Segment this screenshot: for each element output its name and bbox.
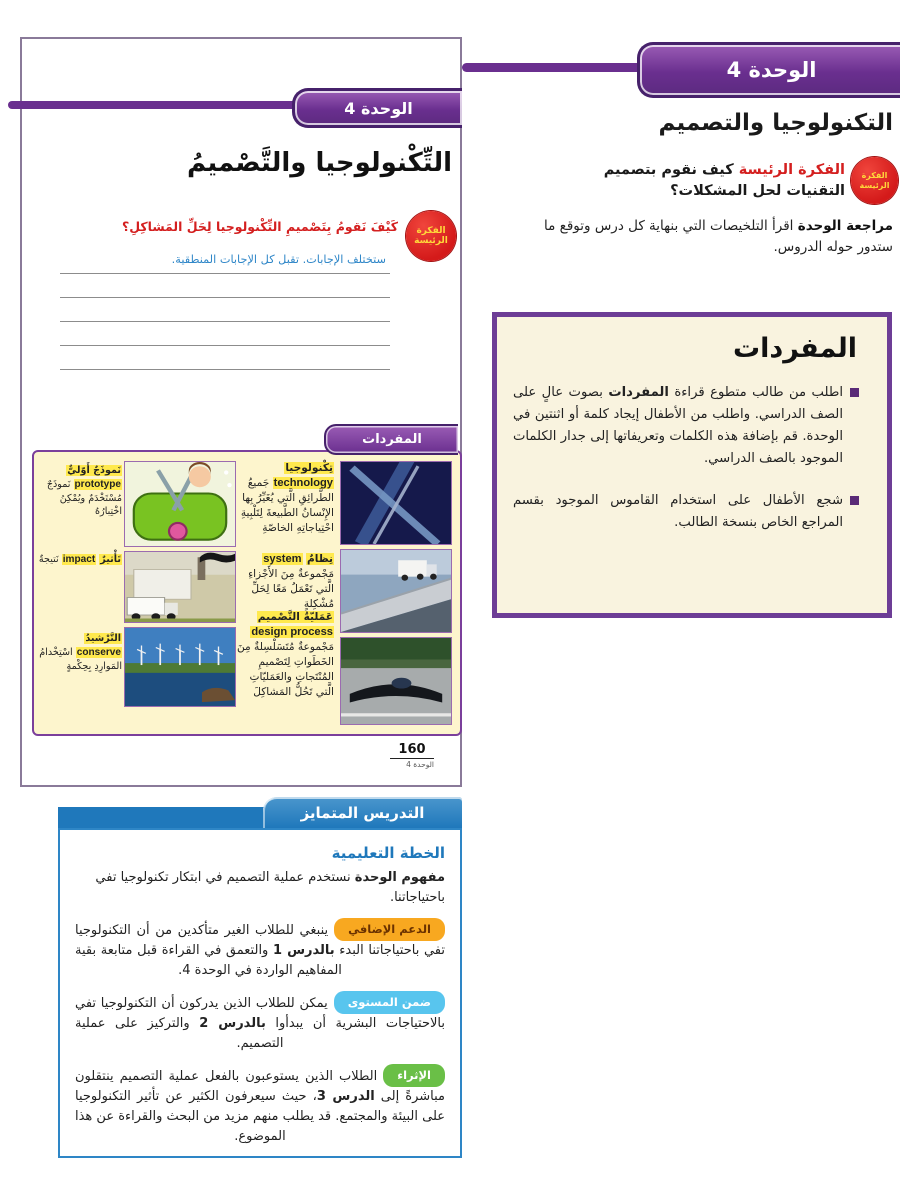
vocab-entry-technology: [232, 461, 334, 536]
diff-instruction-tab: [263, 797, 462, 828]
solar-car-photo: [340, 637, 452, 725]
vocab-entry-impact: [38, 553, 122, 567]
vocabulary-note-box: [492, 312, 892, 618]
term-english: technology: [273, 477, 333, 489]
vocab-panel-tab: [324, 424, 458, 455]
student-unit-banner: [292, 88, 462, 128]
term-definition: اسْتِخْدامُ المَوارِدِ بِحِكْمةٍ: [39, 646, 122, 672]
term-arabic: تِكْنولوجيا: [285, 462, 333, 474]
answer-line: [60, 369, 390, 370]
bullet-1-bold: المفردات: [608, 385, 669, 400]
term-english: conserve: [76, 646, 121, 658]
vocabulary-bullet-2: [513, 490, 859, 534]
strategy-text: يمكن للطلاب الذين يدركون أن التكنولوجيا تفي بالاحتياجات البشرية أن يبدأوا: [75, 996, 446, 1031]
highway-photo: [340, 549, 452, 633]
strategy-text: ، حيث سيعرفون الكثير عن تأثير التكنولوجيا على البيئة والمجتمع. قد يطلب منهم مزيد من البحث والقراءة عن هذا الموضوع.: [75, 1089, 445, 1144]
unit-review-lead: مراجعة الوحدة: [797, 218, 893, 234]
unit-banner-label: الوحدة 4: [726, 58, 817, 82]
unit-concept-text: نستخدم عملية التصميم في ابتكار تكنولوجيا تفي باحتياجاتنا.: [95, 870, 445, 905]
term-arabic: تَأْثيرٌ: [100, 554, 121, 565]
strategy-text: ينبغي للطلاب الغير متأكدين من أن التكنولوجيا تفي باحتياجاتنا البدء: [75, 923, 445, 958]
term-arabic: نِظامٌ: [306, 553, 333, 565]
vocab-panel: [32, 450, 462, 736]
bullet-2-text: شجع الأطفال على استخدام القاموس الموجود بقسم المراجع الخاص بنسخة الطالب.: [513, 493, 843, 530]
strategy-on-level: [75, 991, 445, 1054]
diff-instruction-tab-label: التدريس المتمايز: [300, 803, 425, 822]
main-idea-question: كيف نقوم بتصميم التقنيات لحل المشكلات؟: [603, 162, 845, 199]
vocabulary-bullet-1: [513, 382, 859, 470]
term-definition: نَتيجةٌ: [38, 554, 62, 565]
vocab-entry-prototype: [38, 464, 122, 519]
term-arabic: التَّرْشيدُ: [85, 633, 121, 644]
term-english: impact: [62, 554, 96, 565]
main-idea-badge-line1: الفكرة: [861, 171, 888, 181]
student-badge-line1: الفكرة: [416, 225, 446, 236]
term-english: system: [263, 553, 302, 565]
on-level-tag: ضمن المستوى: [334, 991, 445, 1014]
extra-support-tag: الدعم الإضافي: [334, 918, 445, 941]
main-idea-text: [545, 160, 845, 202]
term-definition: مَجْموعةٌ مُتَسَلْسِلةٌ مِنَ الخَطَواتِ لِتَصْميمِ المُنْتَجاتِ والعَمَليّاتِ الَّتي تَحُلُّ المَشاكِلَ: [236, 641, 334, 698]
square-bullet-icon: [850, 496, 859, 505]
student-unit-banner-label: الوحدة 4: [344, 98, 413, 118]
lesson-ref: بالدرس 1: [272, 943, 335, 958]
answer-line: [60, 297, 390, 298]
page-number-unit: الوحدة 4: [406, 760, 434, 769]
strategy-extra-support: [75, 918, 445, 981]
term-arabic: عَمَليّةُ التَّصْميم: [257, 611, 333, 623]
student-page-title: التِّكْنولوجيا والتَّصْميمُ: [186, 148, 452, 178]
unit-review-paragraph: [540, 216, 893, 258]
main-idea-label: الفكرة الرئيسة: [738, 162, 845, 178]
main-idea-badge-line2: الرئيسة: [859, 180, 890, 190]
x-ray-photo: [340, 461, 452, 545]
strategy-enrichment: [75, 1064, 445, 1147]
answer-line: [60, 321, 390, 322]
wind-turbines-photo: [124, 627, 236, 707]
unit-concept-paragraph: [75, 868, 445, 908]
prototype-cartoon: [124, 461, 236, 547]
lesson-ref: بالدرس 2: [199, 1016, 266, 1031]
smokestack-truck-photo: [124, 551, 236, 623]
term-definition: جَميعُ الطَّرائِقِ الَّتي يُغَيِّرُ بِها الإِنْسانُ الطَّبيعةَ لِتَلْبِيةِ احْتِياجاتِهِ الخاصّةِ: [240, 477, 334, 534]
lesson-plan-heading: الخطة التعليمية: [331, 844, 445, 862]
bullet-1-rest: بصوت عالٍ على الصف الدراسي. واطلب من الأطفال إيجاد كلمة أو اثنتين في الوحدة. قم بإضافة هذه الكلمات وتعريفاتها إلى جدار الكلمات الموجود بالصف الدراسي.: [513, 385, 843, 466]
strategy-text: والتعمق في القراءة قبل متابعة بقية المفاهيم الواردة في الوحدة 4.: [75, 943, 342, 978]
vocabulary-box-title: المفردات: [733, 333, 857, 364]
answer-line: [60, 273, 390, 274]
main-idea-badge-icon: [851, 157, 898, 204]
strategy-text: والتركيز على عملية التصميم.: [75, 1016, 284, 1051]
term-definition: مَجْموعةٌ مِنَ الأَجْزاءِ الَّتي تَعْمَلُ مَعًا لِحَلِّ مُشْكِلةٍ: [248, 568, 334, 610]
enrichment-tag: الإثراء: [383, 1064, 445, 1087]
page-number: 160: [398, 742, 426, 757]
bullet-1-text: اطلب من طالب متطوع قراءة: [668, 385, 843, 400]
term-arabic: نَموذَجٌ أَوّليٌّ: [67, 465, 121, 476]
answer-line: [60, 345, 390, 346]
student-badge-line2: الرئيسة: [414, 236, 448, 246]
vocab-entry-design-process: [232, 610, 334, 700]
answer-key-note: ستختلف الإجابات. تقبل كل الإجابات المنطقية.: [171, 253, 386, 266]
vocab-entry-system: [232, 552, 334, 612]
vocab-entry-conserve: [38, 632, 122, 673]
page-number-rule: [390, 758, 434, 759]
strategy-text: الطلاب الذين يستوعبون بالفعل عملية التصميم ينتقلون مباشرةً إلى: [75, 1069, 445, 1104]
unit-review-text: اقرأ التلخيصات التي بنهاية كل درس وتوقع ما ستدور حوله الدروس.: [544, 218, 893, 255]
unit-concept-lead: مفهوم الوحدة: [354, 870, 445, 885]
lesson-ref: الدرس 3: [316, 1089, 375, 1104]
term-english: design process: [251, 626, 333, 638]
term-definition: نَموذَجٌ مُسْتَخْدَمٌ ويُمْكِنُ اخْتِبارُهُ: [46, 478, 122, 518]
student-unit-banner-connector-line: [8, 101, 296, 109]
diff-instruction-body: [58, 828, 462, 1158]
student-main-idea-question: كَيْفَ نَقومُ بِتَصْميمِ التِّكْنولوجيا لِحَلِّ المَشاكِلِ؟: [121, 219, 398, 234]
page-number-block: [390, 742, 434, 769]
square-bullet-icon: [850, 388, 859, 397]
unit-banner-connector-line: [462, 63, 644, 72]
student-page-facsimile: [20, 37, 462, 787]
term-english: prototype: [74, 478, 121, 490]
page-title: التكنولوجيا والتصميم: [658, 110, 893, 136]
student-main-idea-badge-icon: [406, 211, 456, 261]
vocab-panel-tab-label: المفردات: [362, 432, 422, 447]
unit-banner: [637, 42, 900, 98]
